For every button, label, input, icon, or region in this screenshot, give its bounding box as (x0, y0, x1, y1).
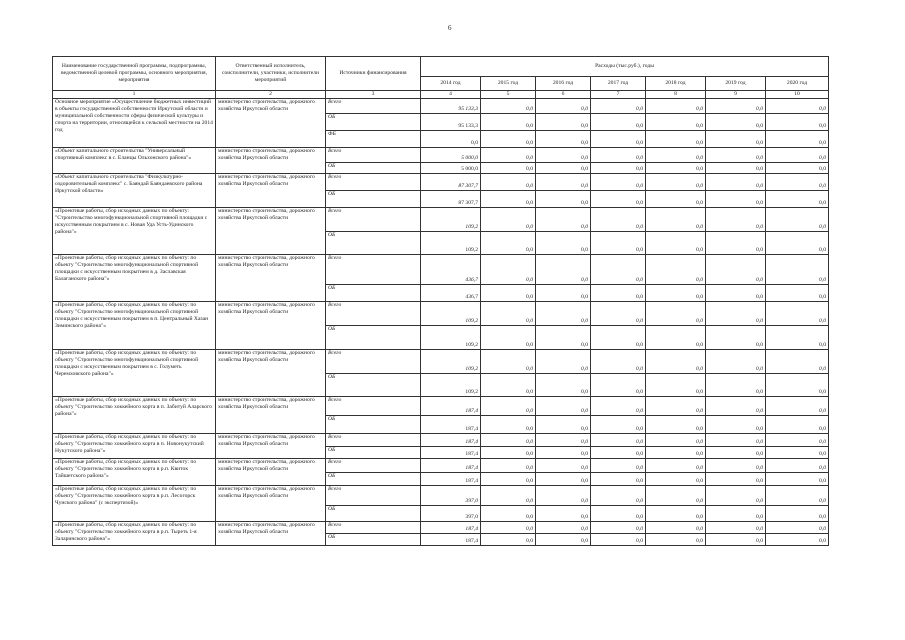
expense-value: 436,7 (421, 285, 481, 302)
expense-value: 0,0 (706, 99, 766, 114)
expense-value: 0,0 (706, 434, 766, 447)
expense-value: 0,0 (481, 148, 536, 163)
responsible-executor: министерство строительства, дорожного хозяйства Иркутской области (216, 208, 326, 255)
header-name: Наименование государственной программы, подпрограммы, ведомственной целевой программы, основного мероприятия, мероприятия (53, 57, 216, 91)
expense-value: 0,0 (481, 285, 536, 302)
funding-source: ОБ (326, 163, 421, 174)
responsible-executor: министерство строительства, дорожного хозяйства Иркутской области (216, 148, 326, 174)
expense-value: 0,0 (766, 416, 829, 434)
expense-value: 0,0 (706, 473, 766, 486)
expense-value: 0,0 (706, 174, 766, 191)
expense-value: 0,0 (766, 174, 829, 191)
expense-value: 0,0 (706, 459, 766, 473)
expense-value: 0,0 (536, 114, 591, 131)
expense-value: 0,0 (481, 131, 536, 148)
expense-value: 0,0 (766, 255, 829, 285)
expense-value: 0,0 (481, 208, 536, 232)
expense-value: 0,0 (646, 506, 706, 522)
table-header (53, 57, 829, 99)
column-index: 6 (536, 91, 591, 99)
expense-value: 0,0 (591, 99, 646, 114)
expense-value: 0,0 (766, 232, 829, 255)
expense-value: 0,0 (591, 302, 646, 326)
expense-value: 0,0 (591, 459, 646, 473)
expense-value: 0,0 (646, 255, 706, 285)
column-index: 1 (53, 91, 216, 99)
measure-name: «Проектные работы, сбор исходных данных по объекту: по объекту "Строительство хоккейного корта в р.п. Тыреть 1-я Заларинского района"» (53, 522, 216, 546)
expense-value: 5 000,0 (421, 148, 481, 163)
expense-value: 0,0 (481, 434, 536, 447)
funding-source: Всего (326, 350, 421, 374)
expense-value: 0,0 (481, 534, 536, 546)
expense-value: 397,0 (421, 506, 481, 522)
expense-value: 0,0 (591, 114, 646, 131)
expense-value: 0,0 (706, 163, 766, 174)
measure-name: «Проектные работы, сбор исходных данных по объекту: по объекту "Строительство хоккейного корта в п. Новонукутский Нукутского района"» (53, 434, 216, 459)
expense-value: 0,0 (536, 522, 591, 534)
responsible-executor: министерство строительства, дорожного хозяйства Иркутской области (216, 174, 326, 208)
expense-value: 0,0 (481, 191, 536, 208)
header-expenses: Расходы (тыс.руб.), годы (421, 57, 829, 77)
expense-value: 0,0 (481, 163, 536, 174)
funding-source: ОБ (326, 473, 421, 486)
expense-value: 0,0 (591, 473, 646, 486)
expense-value: 0,0 (766, 459, 829, 473)
funding-source: Всего (326, 522, 421, 534)
expense-value: 0,0 (536, 174, 591, 191)
expense-value: 0,0 (481, 114, 536, 131)
table-row (53, 434, 829, 447)
measure-name: «Объект капитального строительства "Универсальный спортивный комплекс в с. Еланцы Ольхонского района"» (53, 148, 216, 174)
budget-table (52, 56, 829, 546)
table-row (53, 99, 829, 114)
expense-value: 0,0 (481, 302, 536, 326)
expense-value: 0,0 (646, 285, 706, 302)
responsible-executor: министерство строительства, дорожного хозяйства Иркутской области (216, 99, 326, 148)
responsible-executor: министерство строительства, дорожного хозяйства Иркутской области (216, 397, 326, 434)
table-row (53, 397, 829, 416)
expense-value: 0,0 (766, 285, 829, 302)
expense-value: 0,0 (766, 350, 829, 374)
expense-value: 0,0 (591, 486, 646, 506)
measure-name: «Проектные работы, сбор исходных данных по объекту: по объекту "Строительство многофункциональной спортивной площадки с искусственным покрытием в с. Голуметь Черемховского района"» (53, 350, 216, 397)
expense-value: 0,0 (706, 350, 766, 374)
funding-source: ОБ (326, 232, 421, 255)
expense-value: 0,0 (706, 131, 766, 148)
expense-value: 0,0 (536, 131, 591, 148)
expense-value: 0,0 (766, 99, 829, 114)
table-row (53, 148, 829, 163)
expense-value: 0,0 (536, 416, 591, 434)
expense-value: 0,0 (591, 534, 646, 546)
expense-value: 0,0 (646, 522, 706, 534)
expense-value: 0,0 (481, 397, 536, 416)
funding-source: Всего (326, 99, 421, 114)
expense-value: 0,0 (591, 434, 646, 447)
column-index: 5 (481, 91, 536, 99)
responsible-executor: министерство строительства, дорожного хозяйства Иркутской области (216, 350, 326, 397)
measure-name: «Проектные работы, сбор исходных данных по объекту: по объекту "Строительство хоккейного корта в п. Забитуй Аларского района"» (53, 397, 216, 434)
table-row (53, 255, 829, 285)
column-index: 4 (421, 91, 481, 99)
measure-name: «Проектные работы, сбор исходных данных по объекту: по объекту "Строительство многофункциональной спортивной площадки с искусственным покрытием в д. Заславская Балаганского района"» (53, 255, 216, 302)
funding-source: ОБ (326, 374, 421, 397)
expense-value: 0,0 (766, 131, 829, 148)
measure-name: «Проектные работы, сбор исходных данных по объекту: по объекту "Строительство многофункциональной спортивной площадки с искусственным покрытием в п. Центральный Хазан Зиминского района"» (53, 302, 216, 350)
expense-value: 0,0 (646, 148, 706, 163)
expense-value: 0,0 (536, 397, 591, 416)
expense-value: 0,0 (706, 232, 766, 255)
header-year: 2018 год (646, 77, 706, 91)
expense-value: 0,0 (481, 522, 536, 534)
expense-value: 0,0 (536, 473, 591, 486)
expense-value: 0,0 (536, 534, 591, 546)
table-row (53, 486, 829, 506)
funding-source: ОБ (326, 114, 421, 131)
funding-source: Всего (326, 302, 421, 326)
expense-value: 0,0 (591, 174, 646, 191)
expense-value: 0,0 (646, 99, 706, 114)
expense-value: 0,0 (536, 191, 591, 208)
header-responsible: Ответственный исполнитель, соисполнители, участники, исполнители мероприятий (216, 57, 326, 91)
measure-name: «Проектные работы, сбор исходных данных по объекту: по объекту "Строительство хоккейного корта в р.п. Лесогорск Чунского района" (с экспертизой)» (53, 486, 216, 522)
expense-value: 187,4 (421, 522, 481, 534)
expense-value: 187,4 (421, 459, 481, 473)
table-row (53, 459, 829, 473)
expense-value: 0,0 (766, 148, 829, 163)
expense-value: 109,2 (421, 302, 481, 326)
responsible-executor: министерство строительства, дорожного хозяйства Иркутской области (216, 302, 326, 350)
expense-value: 0,0 (766, 326, 829, 350)
expense-value: 0,0 (591, 416, 646, 434)
expense-value: 0,0 (536, 285, 591, 302)
expense-value: 0,0 (421, 131, 481, 148)
funding-source: ОБ (326, 191, 421, 208)
expense-value: 0,0 (536, 99, 591, 114)
expense-value: 0,0 (591, 208, 646, 232)
measure-name: «Проектные работы, сбор исходных данных по объекту: по объекту "Строительство хоккейного корта в р.п. Квиток Тайшетского района"» (53, 459, 216, 486)
table-row (53, 208, 829, 232)
expense-value: 0,0 (536, 255, 591, 285)
expense-value: 0,0 (706, 302, 766, 326)
expense-value: 0,0 (481, 473, 536, 486)
expense-value: 0,0 (536, 447, 591, 459)
expense-value: 0,0 (766, 447, 829, 459)
header-year: 2019 год (706, 77, 766, 91)
expense-value: 0,0 (481, 416, 536, 434)
expense-value: 5 000,0 (421, 163, 481, 174)
expense-value: 0,0 (481, 174, 536, 191)
expense-value: 0,0 (646, 416, 706, 434)
expense-value: 0,0 (536, 232, 591, 255)
expense-value: 397,0 (421, 486, 481, 506)
expense-value: 0,0 (706, 114, 766, 131)
responsible-executor: министерство строительства, дорожного хозяйства Иркутской области (216, 434, 326, 459)
funding-source: ОБ (326, 447, 421, 459)
funding-source: ОБ (326, 416, 421, 434)
expense-value: 0,0 (646, 326, 706, 350)
expense-value: 0,0 (591, 326, 646, 350)
funding-source: Всего (326, 255, 421, 285)
expense-value: 0,0 (536, 148, 591, 163)
expense-value: 0,0 (766, 473, 829, 486)
expense-value: 0,0 (646, 486, 706, 506)
expense-value: 0,0 (706, 326, 766, 350)
expense-value: 0,0 (766, 191, 829, 208)
funding-source: ОБ (326, 285, 421, 302)
expense-value: 0,0 (591, 350, 646, 374)
funding-source: ОБ (326, 326, 421, 350)
table-row (53, 350, 829, 374)
expense-value: 0,0 (646, 114, 706, 131)
expense-value: 0,0 (706, 522, 766, 534)
expense-value: 87 307,7 (421, 191, 481, 208)
expense-value: 0,0 (591, 285, 646, 302)
expense-value: 0,0 (591, 148, 646, 163)
header-year: 2016 год (536, 77, 591, 91)
expense-value: 0,0 (646, 397, 706, 416)
expense-value: 0,0 (591, 232, 646, 255)
expense-value: 0,0 (646, 374, 706, 397)
expense-value: 0,0 (766, 302, 829, 326)
funding-source: Всего (326, 486, 421, 506)
expense-value: 0,0 (706, 208, 766, 232)
expense-value: 0,0 (536, 326, 591, 350)
expense-value: 187,4 (421, 473, 481, 486)
responsible-executor: министерство строительства, дорожного хозяйства Иркутской области (216, 522, 326, 546)
expense-value: 0,0 (536, 163, 591, 174)
expense-value: 0,0 (481, 326, 536, 350)
expense-value: 109,2 (421, 326, 481, 350)
expense-value: 0,0 (706, 285, 766, 302)
expense-value: 95 133,3 (421, 114, 481, 131)
expense-value: 0,0 (646, 232, 706, 255)
expense-value: 0,0 (706, 447, 766, 459)
funding-source: ФБ (326, 131, 421, 148)
responsible-executor: министерство строительства, дорожного хозяйства Иркутской области (216, 459, 326, 486)
expense-value: 0,0 (646, 434, 706, 447)
funding-source: Всего (326, 208, 421, 232)
expense-value: 0,0 (706, 534, 766, 546)
expense-value: 0,0 (706, 374, 766, 397)
expense-value: 436,7 (421, 255, 481, 285)
expense-value: 0,0 (646, 447, 706, 459)
expense-value: 109,2 (421, 374, 481, 397)
table-row (53, 174, 829, 191)
funding-source: Всего (326, 148, 421, 163)
funding-source: ОБ (326, 534, 421, 546)
expense-value: 0,0 (766, 163, 829, 174)
measure-name: «Объект капитального строительства "Физкультурно-оздоровительный комплекс" с. Баяндай Баяндаевского района Иркутской области» (53, 174, 216, 208)
column-index: 7 (591, 91, 646, 99)
table-row (53, 302, 829, 326)
expense-value: 0,0 (481, 99, 536, 114)
expense-value: 109,2 (421, 350, 481, 374)
expense-value: 0,0 (536, 374, 591, 397)
expense-value: 0,0 (766, 397, 829, 416)
expense-value: 0,0 (766, 374, 829, 397)
expense-value: 0,0 (766, 434, 829, 447)
expense-value: 0,0 (481, 447, 536, 459)
expense-value: 0,0 (591, 506, 646, 522)
expense-value: 95 133,3 (421, 99, 481, 114)
expense-value: 0,0 (591, 374, 646, 397)
expense-value: 0,0 (481, 255, 536, 285)
column-index: 3 (326, 91, 421, 99)
header-year: 2020 год (766, 77, 829, 91)
expense-value: 0,0 (536, 302, 591, 326)
expense-value: 187,4 (421, 534, 481, 546)
expense-value: 0,0 (766, 534, 829, 546)
column-index: 9 (706, 91, 766, 99)
expense-value: 0,0 (646, 208, 706, 232)
expense-value: 0,0 (646, 174, 706, 191)
funding-source: Всего (326, 174, 421, 191)
responsible-executor: министерство строительства, дорожного хозяйства Иркутской области (216, 486, 326, 522)
expense-value: 109,2 (421, 208, 481, 232)
expense-value: 0,0 (706, 148, 766, 163)
expense-value: 0,0 (536, 459, 591, 473)
expense-value: 87 307,7 (421, 174, 481, 191)
funding-source: Всего (326, 434, 421, 447)
funding-source: Всего (326, 459, 421, 473)
measure-name: «Проектные работы, сбор исходных данных по объекту: "Строительство многофункциональной спортивной площадки с искусственным покрытием в с. Новая Уда Усть-Удинского района"» (53, 208, 216, 255)
expense-value: 0,0 (706, 486, 766, 506)
expense-value: 0,0 (646, 534, 706, 546)
expense-value: 0,0 (766, 506, 829, 522)
expense-value: 0,0 (646, 131, 706, 148)
expense-value: 0,0 (536, 350, 591, 374)
measure-name: Основное мероприятие «Осуществление бюджетных инвестиций в объекты государственной собственности Иркутской области и муниципальной собственности сферы физической культуры и спорта на территории, относящейся к сельской местности на 2014 год (53, 99, 216, 148)
expense-value: 109,2 (421, 232, 481, 255)
responsible-executor: министерство строительства, дорожного хозяйства Иркутской области (216, 255, 326, 302)
column-index: 8 (646, 91, 706, 99)
expense-value: 0,0 (646, 191, 706, 208)
expense-value: 0,0 (591, 447, 646, 459)
header-year: 2015 год (481, 77, 536, 91)
expense-value: 0,0 (646, 459, 706, 473)
expense-value: 0,0 (536, 434, 591, 447)
expense-value: 0,0 (591, 397, 646, 416)
expense-value: 0,0 (481, 232, 536, 255)
expense-value: 0,0 (591, 163, 646, 174)
expense-value: 187,4 (421, 447, 481, 459)
expense-value: 0,0 (706, 416, 766, 434)
expense-value: 0,0 (706, 397, 766, 416)
header-source: Источники финансирования (326, 57, 421, 91)
funding-source: Всего (326, 397, 421, 416)
expense-value: 0,0 (591, 131, 646, 148)
expense-value: 0,0 (536, 486, 591, 506)
expense-value: 0,0 (766, 522, 829, 534)
expense-value: 0,0 (481, 486, 536, 506)
expense-value: 0,0 (536, 506, 591, 522)
expense-value: 187,4 (421, 397, 481, 416)
expense-value: 0,0 (591, 191, 646, 208)
expense-value: 0,0 (481, 459, 536, 473)
column-index: 10 (766, 91, 829, 99)
expense-value: 0,0 (646, 350, 706, 374)
expense-value: 0,0 (536, 208, 591, 232)
expense-value: 0,0 (766, 114, 829, 131)
page-number: 6 (448, 24, 452, 32)
expense-value: 0,0 (706, 506, 766, 522)
expense-value: 0,0 (766, 208, 829, 232)
header-year: 2017 год (591, 77, 646, 91)
table-row (53, 522, 829, 534)
expense-value: 0,0 (646, 302, 706, 326)
expense-value: 0,0 (646, 163, 706, 174)
expense-value: 0,0 (481, 374, 536, 397)
expense-value: 0,0 (706, 191, 766, 208)
expense-value: 0,0 (591, 522, 646, 534)
expense-value: 0,0 (646, 473, 706, 486)
expense-value: 187,4 (421, 416, 481, 434)
expense-value: 0,0 (766, 486, 829, 506)
funding-source: ОБ (326, 506, 421, 522)
column-index: 2 (216, 91, 326, 99)
expense-value: 0,0 (706, 255, 766, 285)
expense-value: 0,0 (481, 350, 536, 374)
expense-value: 0,0 (591, 255, 646, 285)
header-year: 2014 год (421, 77, 481, 91)
expense-value: 0,0 (481, 506, 536, 522)
expense-value: 187,4 (421, 434, 481, 447)
